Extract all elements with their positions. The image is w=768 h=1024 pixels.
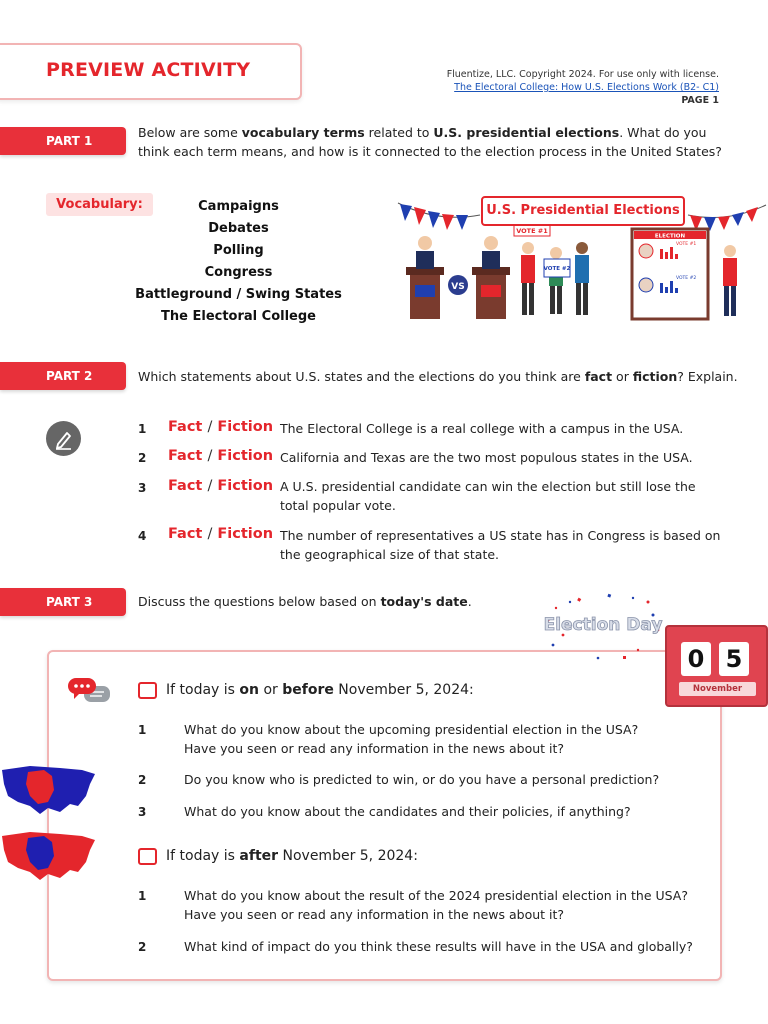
question-text: What do you know about the result of the 2024 presidential election in the USA? Have you seen or read any information in the news about it? bbox=[184, 888, 688, 922]
statement-number: 3 bbox=[138, 481, 147, 495]
board-vote-1: VOTE #1 bbox=[676, 242, 697, 247]
part-1-tab: PART 1 bbox=[0, 127, 126, 155]
part-3-description: Discuss the questions below based on today's date. bbox=[138, 594, 472, 609]
illustration-title: U.S. Presidential Elections bbox=[481, 196, 685, 226]
calendar-digit: 0 bbox=[681, 642, 711, 676]
question-number: 1 bbox=[138, 889, 147, 903]
condition-after: If today is after November 5, 2024: bbox=[166, 848, 418, 864]
question-number: 1 bbox=[138, 723, 147, 737]
page-title: PREVIEW ACTIVITY bbox=[46, 59, 251, 81]
checkbox-after[interactable] bbox=[138, 848, 157, 865]
us-map-icon bbox=[0, 828, 100, 888]
vocab-term: Congress bbox=[204, 265, 273, 280]
part-2-description: Which statements about U.S. states and the elections do you think are fact or fiction? Explain. bbox=[138, 369, 738, 384]
vocab-term: Debates bbox=[208, 221, 269, 236]
statement-number: 4 bbox=[138, 529, 147, 543]
calendar-month: November bbox=[679, 682, 756, 696]
question-number: 2 bbox=[138, 940, 147, 954]
election-day-graphic bbox=[538, 590, 668, 665]
fact-fiction-choice[interactable]: Fact / Fiction bbox=[168, 448, 274, 464]
question-number: 3 bbox=[138, 805, 147, 819]
vote-sign-1: VOTE #1 bbox=[516, 227, 548, 235]
copyright-text: Fluentize, LLC. Copyright 2024. For use only with license. bbox=[446, 69, 719, 80]
statement-number: 2 bbox=[138, 451, 147, 465]
vocab-term: The Electoral College bbox=[161, 309, 316, 324]
page-number: PAGE 1 bbox=[681, 95, 719, 106]
part-1-description: Below are some vocabulary terms related to U.S. presidential elections. What do you think each term means, and how is it connected to the election process in the United States? bbox=[138, 125, 722, 159]
question-text: Do you know who is predicted to win, or do you have a personal prediction? bbox=[184, 772, 660, 787]
statement-text: The Electoral College is a real college with a campus in the USA. bbox=[280, 421, 684, 436]
fact-fiction-choice[interactable]: Fact / Fiction bbox=[168, 526, 274, 542]
fact-fiction-choice[interactable]: Fact / Fiction bbox=[168, 419, 274, 435]
question-text: What do you know about the upcoming presidential election in the USA? Have you seen or read any information in the news about it? bbox=[184, 722, 639, 756]
fact-fiction-choice[interactable]: Fact / Fiction bbox=[168, 478, 274, 494]
part-2-tab: PART 2 bbox=[0, 362, 126, 390]
pencil-icon bbox=[46, 421, 81, 456]
vote-sign-2: VOTE #2 bbox=[543, 266, 571, 272]
statement-number: 1 bbox=[138, 422, 147, 436]
board-vote-2: VOTE #2 bbox=[676, 276, 697, 281]
question-number: 2 bbox=[138, 773, 147, 787]
us-map-icon bbox=[0, 762, 100, 822]
part-3-tab: PART 3 bbox=[0, 588, 126, 616]
statement-text: California and Texas are the two most populous states in the USA. bbox=[280, 450, 693, 465]
vocabulary-list bbox=[126, 196, 351, 328]
vocabulary-label: Vocabulary: bbox=[46, 193, 153, 216]
question-text: What kind of impact do you think these results will have in the USA and globally? bbox=[184, 939, 693, 954]
question-text: What do you know about the candidates and their policies, if anything? bbox=[184, 804, 631, 819]
lesson-link[interactable]: The Electoral College: How U.S. Elections Work (B2- C1) bbox=[454, 82, 719, 93]
vocab-term: Polling bbox=[213, 243, 264, 258]
statement-text: The number of representatives a US state has in Congress is based on the geographical size of that state. bbox=[280, 528, 721, 562]
board-title: ELECTION bbox=[654, 233, 686, 240]
vocab-term: Battleground / Swing States bbox=[135, 287, 342, 302]
bunting-right bbox=[690, 207, 758, 231]
chat-bubbles-icon bbox=[66, 676, 112, 706]
bunting-left bbox=[400, 204, 468, 230]
election-day-text: Election Day bbox=[543, 615, 663, 635]
vocab-term: Campaigns bbox=[198, 199, 279, 214]
copyright-block bbox=[447, 68, 719, 107]
statement-text: A U.S. presidential candidate can win the election but still lose the total popular vote. bbox=[280, 479, 696, 513]
checkbox-before[interactable] bbox=[138, 682, 157, 699]
vs-text: VS bbox=[451, 282, 465, 292]
condition-before: If today is on or before November 5, 2024: bbox=[166, 682, 474, 698]
calendar-digit: 5 bbox=[719, 642, 749, 676]
